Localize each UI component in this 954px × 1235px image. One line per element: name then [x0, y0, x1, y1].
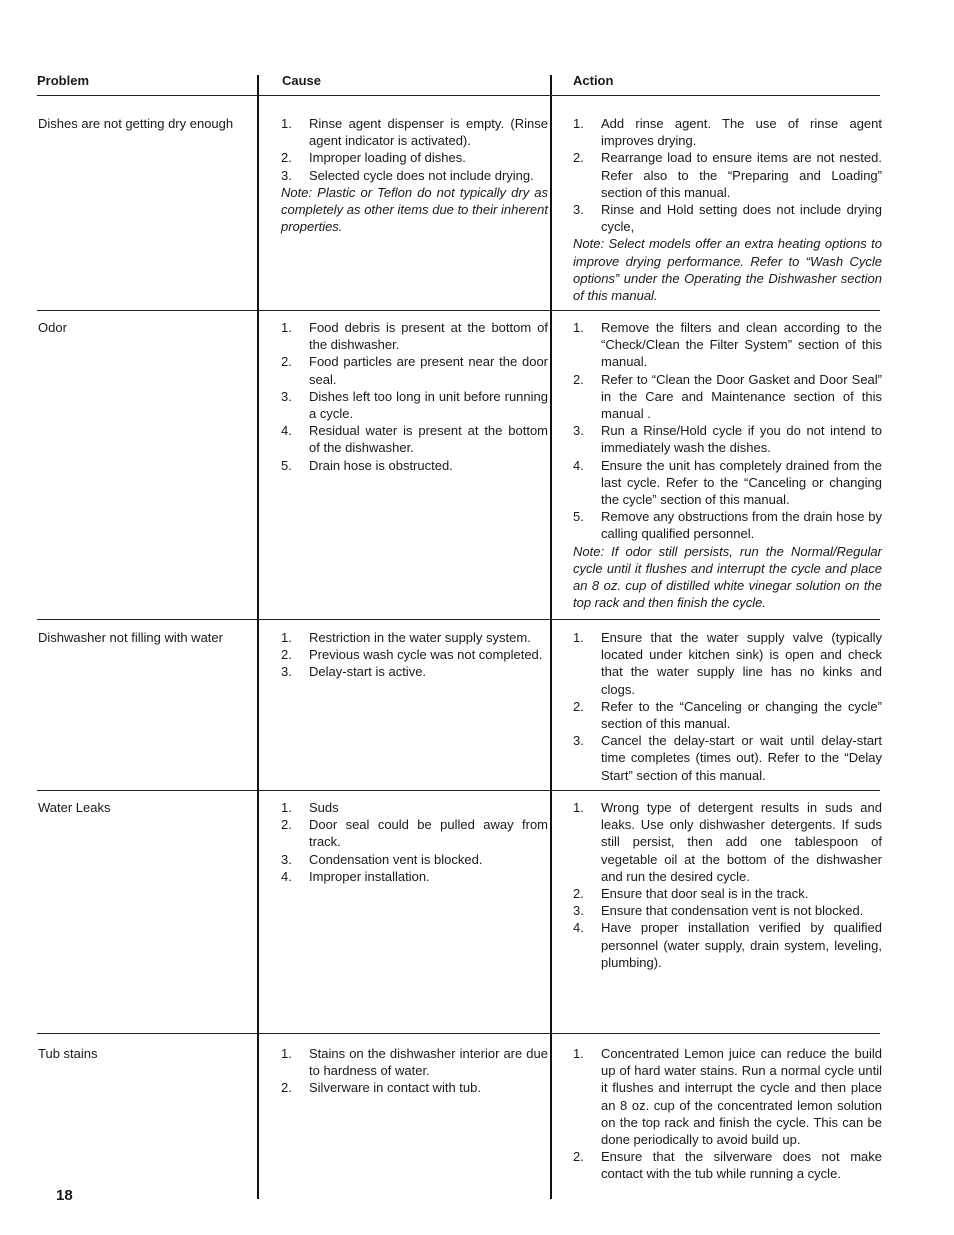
item-number: 3.	[573, 423, 584, 439]
row-divider	[37, 1033, 880, 1034]
item-text: Refer to the “Canceling or changing the cycle” section of this manual.	[601, 698, 882, 732]
item-number: 2.	[573, 371, 584, 387]
item-text: Dishes left too long in unit before running a cycle.	[309, 388, 548, 422]
item-number: 2.	[573, 698, 584, 714]
item-number: 2.	[281, 817, 292, 833]
header-problem: Problem	[37, 73, 90, 88]
cause-note: Note: Plastic or Teflon do not typically dry as completely as other items due to their inherent properties.	[281, 184, 548, 235]
item-text: Condensation vent is blocked.	[309, 851, 483, 867]
item-number: 3.	[573, 903, 584, 919]
item-number: 4.	[573, 457, 584, 473]
item-number: 2.	[281, 1080, 292, 1096]
item-text: Have proper installation verified by qualified personnel (water supply, drain system, leveling, plumbing).	[601, 920, 882, 970]
list-item	[281, 851, 548, 868]
row-divider	[37, 310, 880, 311]
item-number: 2.	[281, 150, 292, 166]
item-text: Cancel the delay-start or wait until delay-start time completes (times out). Refer to the “Delay Start” section of this manual.	[601, 733, 882, 783]
list-item	[281, 1079, 548, 1096]
list-item	[281, 1045, 548, 1079]
item-number: 1.	[281, 320, 292, 335]
column-divider-1	[257, 75, 259, 1199]
list-item	[573, 422, 882, 456]
list-item	[281, 149, 548, 166]
problem-cell: Odor	[38, 320, 67, 335]
item-number: 4.	[281, 423, 292, 439]
list-item	[281, 457, 548, 474]
list-item	[573, 457, 882, 509]
list-item	[573, 799, 882, 885]
list-item	[281, 115, 548, 149]
item-number: 1.	[573, 1046, 584, 1061]
cause-cell	[281, 319, 548, 474]
list-item	[281, 629, 548, 646]
cause-cell	[281, 115, 548, 235]
problem-cell: Tub stains	[38, 1046, 98, 1061]
item-text: Improper installation.	[309, 868, 430, 884]
item-number: 5.	[281, 457, 292, 473]
row-divider	[37, 619, 880, 620]
item-number: 1.	[573, 800, 584, 815]
item-text: Door seal could be pulled away from track.	[309, 817, 548, 850]
cause-cell	[281, 799, 548, 885]
item-text: Restriction in the water supply system.	[309, 630, 531, 645]
item-text: Rinse and Hold setting does not include drying cycle,	[601, 202, 882, 235]
header-cause: Cause	[282, 73, 322, 88]
item-text: Residual water is present at the bottom of the dishwasher.	[309, 423, 548, 456]
action-cell	[573, 319, 882, 611]
item-text: Remove any obstructions from the drain hose by calling qualified personnel.	[601, 509, 882, 542]
item-number: 3.	[281, 851, 292, 867]
item-number: 2.	[281, 354, 292, 370]
item-number: 1.	[573, 630, 584, 645]
item-text: Rinse agent dispenser is empty. (Rinse agent indicator is activated).	[309, 116, 548, 149]
list-item	[573, 115, 882, 149]
item-text: Improper loading of dishes.	[309, 150, 466, 166]
item-number: 4.	[573, 920, 584, 936]
list-item	[281, 353, 548, 387]
item-number: 3.	[573, 733, 584, 749]
header-rule	[37, 95, 880, 96]
item-text: Ensure that the silverware does not make contact with the tub while running a cycle.	[601, 1149, 882, 1182]
list-item	[281, 646, 548, 663]
item-text: Delay-start is active.	[309, 664, 427, 680]
cause-cell	[281, 629, 548, 681]
item-number: 3.	[573, 202, 584, 218]
item-number: 1.	[281, 630, 292, 645]
action-cell	[573, 115, 882, 304]
item-text: Previous wash cycle was not completed.	[309, 647, 543, 663]
list-item	[281, 868, 548, 885]
item-number: 1.	[281, 1046, 292, 1061]
problem-cell: Dishes are not getting dry enough	[38, 116, 234, 131]
item-number: 3.	[281, 388, 292, 404]
header-action: Action	[573, 73, 614, 88]
list-item	[281, 422, 548, 456]
item-text: Run a Rinse/Hold cycle if you do not intend to immediately wash the dishes.	[601, 423, 882, 456]
item-text: Food particles are present near the door seal.	[309, 354, 548, 387]
list-item	[573, 1148, 882, 1182]
list-item	[573, 319, 882, 371]
item-text: Wrong type of detergent results in suds and leaks. Use only dishwasher detergents. If suds still persist, then add one tablespoon of vegetable oil at the bottom of the dishwasher and run the desired cycle.	[601, 800, 882, 884]
list-item	[573, 732, 882, 784]
action-cell	[573, 1045, 882, 1183]
list-item	[573, 629, 882, 698]
item-text: Ensure that condensation vent is not blocked.	[601, 903, 864, 919]
problem-cell: Dishwasher not filling with water	[38, 630, 223, 645]
item-number: 2.	[573, 886, 584, 902]
item-number: 2.	[573, 1149, 584, 1165]
item-text: Ensure that door seal is in the track.	[601, 886, 809, 902]
item-number: 2.	[573, 150, 584, 166]
list-item	[573, 885, 882, 902]
item-text: Food debris is present at the bottom of the dishwasher.	[309, 320, 548, 353]
list-item	[281, 663, 548, 680]
list-item	[573, 1045, 882, 1148]
item-number: 1.	[573, 320, 584, 335]
item-number: 1.	[573, 116, 584, 131]
item-text: Drain hose is obstructed.	[309, 457, 453, 473]
item-number: 4.	[281, 868, 292, 884]
list-item	[573, 371, 882, 423]
item-text: Rearrange load to ensure items are not nested. Refer also to the “Preparing and Loading” section of this manual.	[601, 150, 882, 200]
item-number: 5.	[573, 509, 584, 525]
item-text: Remove the filters and clean according to the “Check/Clean the Filter System” section of this manual.	[601, 320, 882, 370]
item-text: Selected cycle does not include drying.	[309, 167, 534, 183]
action-cell	[573, 799, 882, 971]
item-text: Refer to “Clean the Door Gasket and Door Seal” in the Care and Maintenance section of this manual .	[601, 371, 882, 422]
list-item	[281, 388, 548, 422]
column-divider-2	[550, 75, 552, 1199]
row-divider	[37, 790, 880, 791]
list-item	[573, 919, 882, 971]
page-number: 18	[56, 1187, 73, 1204]
item-number: 3.	[281, 664, 292, 680]
item-text: Ensure that the water supply valve (typically located under kitchen sink) is open and check that the water supply line has no kinks and clogs.	[601, 630, 882, 697]
item-text: Suds	[309, 800, 339, 815]
list-item	[281, 799, 548, 816]
list-item	[573, 149, 882, 201]
item-text: Add rinse agent. The use of rinse agent improves drying.	[601, 116, 882, 149]
item-text: Ensure the unit has completely drained from the last cycle. Refer to the “Canceling or changing the cycle” section of this manual.	[601, 457, 882, 508]
action-cell	[573, 629, 882, 784]
action-note: Note: If odor still persists, run the Normal/Regular cycle until it flushes and interrupt the cycle and place an 8 oz. cup of distilled white vinegar solution on the top rack and then finish the cycle.	[573, 543, 882, 611]
cause-cell	[281, 1045, 548, 1097]
item-text: Silverware in contact with tub.	[309, 1080, 481, 1096]
list-item	[573, 201, 882, 235]
item-number: 1.	[281, 116, 292, 131]
list-item	[573, 902, 882, 919]
action-note: Note: Select models offer an extra heating options to improve drying performance. Refer to “Wash Cycle options” under the Operating the Dishwasher section of this manual.	[573, 236, 882, 304]
item-text: Stains on the dishwasher interior are due to hardness of water.	[309, 1046, 548, 1079]
list-item	[281, 167, 548, 184]
list-item	[281, 319, 548, 353]
item-number: 1.	[281, 800, 292, 815]
list-item	[573, 508, 882, 542]
item-number: 3.	[281, 167, 292, 183]
item-number: 2.	[281, 647, 292, 663]
list-item	[281, 816, 548, 850]
list-item	[573, 698, 882, 732]
problem-cell: Water Leaks	[38, 800, 111, 815]
item-text: Concentrated Lemon juice can reduce the build up of hard water stains. Run a normal cycle until it flushes and interrupt the cycle and then place an 8 oz. cup of the concentrated lemon solution on the top rack and finish the cycle. This can be done periodically to avoid build up.	[601, 1046, 882, 1148]
